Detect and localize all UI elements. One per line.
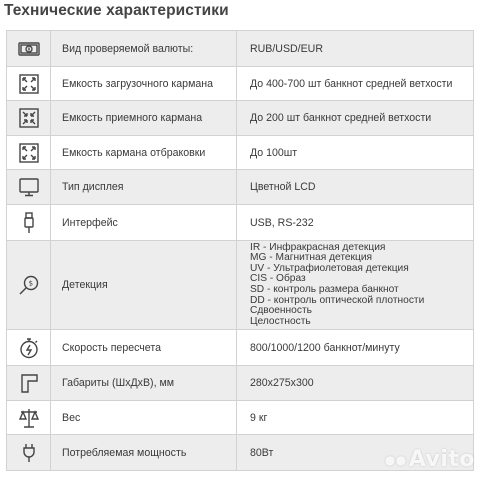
detection-item: MG - Магнитная детекция [250, 252, 373, 264]
monitor-icon [17, 175, 41, 199]
table-row [7, 170, 474, 205]
table-row [7, 205, 474, 241]
table-row [7, 31, 474, 67]
detection-item: Сдвоенность [250, 305, 312, 317]
row-label: Емкость приемного кармана [51, 101, 237, 136]
row-label: Интерфейс [51, 205, 237, 241]
table-row [7, 241, 474, 330]
table-row [7, 401, 474, 435]
stopwatch-icon [17, 336, 41, 360]
row-value: 80Вт [237, 435, 474, 471]
row-value: RUB/USD/EUR [237, 31, 474, 67]
row-value: До 400-700 шт банкнот средней ветхости [237, 67, 474, 101]
row-label: Потребляемая мощность [51, 435, 237, 471]
avito-dots-icon: ●● [384, 453, 407, 467]
table-row [7, 67, 474, 101]
row-value: USB, RS-232 [237, 205, 474, 241]
row-label: Вес [51, 401, 237, 435]
row-value: 800/1000/1200 банкнот/минуту [237, 330, 474, 366]
specs-table [6, 30, 474, 471]
svg-text:$: $ [28, 279, 33, 288]
row-value: Цветной LCD [237, 170, 474, 205]
load-pocket-icon [17, 72, 41, 96]
row-label: Вид проверяемой валюты: [51, 31, 237, 67]
row-label: Емкость загрузочного кармана [51, 67, 237, 101]
detection-item: IR - Инфракрасная детекция [250, 241, 386, 253]
detection-item: Целостность [250, 315, 311, 327]
usb-plug-icon [17, 211, 41, 235]
reject-pocket-icon [17, 141, 41, 165]
avito-watermark: ●●Avito [384, 447, 475, 472]
row-label: Детекция [51, 241, 237, 330]
scales-icon [17, 406, 41, 430]
power-plug-icon [17, 441, 41, 465]
table-row [7, 366, 474, 401]
row-label: Емкость кармана отбраковки [51, 136, 237, 170]
table-row [7, 101, 474, 136]
detection-item: SD - контроль размера банкнот [250, 284, 399, 295]
receive-pocket-icon [17, 106, 41, 130]
detection-item: CIS - Образ [250, 273, 306, 285]
detection-list [237, 241, 474, 330]
page-title: Технические характеристики [4, 2, 229, 19]
table-row [7, 330, 474, 366]
row-label: Тип дисплея [51, 170, 237, 205]
magnifier-icon [17, 273, 41, 297]
detection-item: UV - Ультрафиолетовая детекция [250, 262, 409, 274]
dimensions-icon [17, 371, 41, 395]
row-label: Габариты (ШхДхВ), мм [51, 366, 237, 401]
table-row [7, 136, 474, 170]
row-label: Скорость пересчета [51, 330, 237, 366]
row-value: 9 кг [237, 401, 474, 435]
row-value: До 100шт [237, 136, 474, 170]
row-value: До 200 шт банкнот средней ветхости [237, 101, 474, 136]
row-value: 280х275х300 [237, 366, 474, 401]
banknote-icon [17, 37, 41, 61]
detection-item: DD - контроль оптической плотности [250, 294, 425, 306]
